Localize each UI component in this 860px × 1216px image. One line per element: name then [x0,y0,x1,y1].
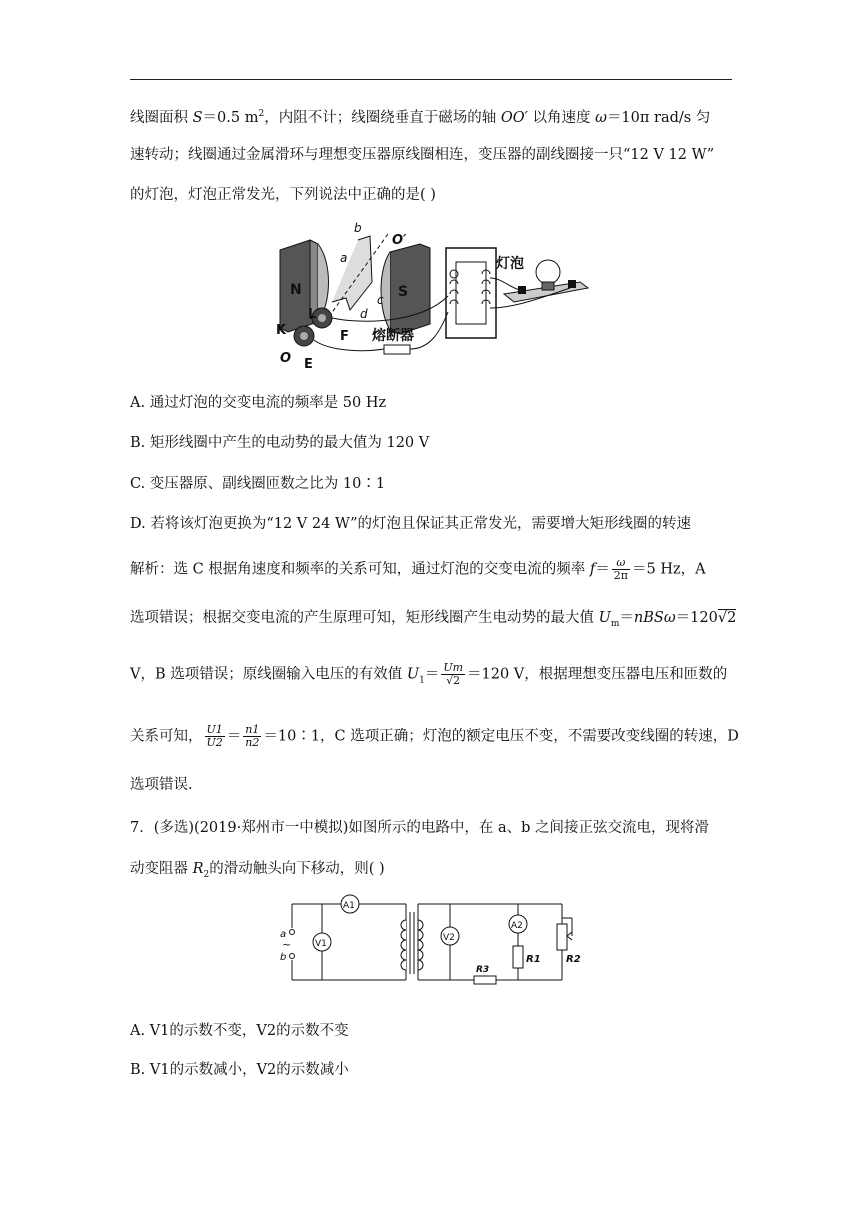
resistor-r3 [474,976,496,984]
svg-text:F: F [340,329,349,344]
header-rule [130,79,732,80]
q6-analysis-line4: 关系可知， $\frac{U1}{U2}$ ＝ $\frac{n1}{n2}$ ＝10∶1，C 选项正确；灯泡的额定电压不变，不需要改变线圈的转速，D [130,723,739,749]
q6-option-c: C. 变压器原、副线圈匝数之比为 10∶1 [130,476,386,492]
q6-option-a: A. 通过灯泡的交变电流的频率是 50 Hz [130,395,387,411]
svg-text:V2: V2 [443,933,455,943]
svg-text:E: E [304,357,313,372]
q7-stem-line2: 动变阻器 $R_2$的滑动触头向下移动，则( ) [130,861,385,880]
svg-text:d: d [360,307,368,321]
q6-analysis-line3: V，B 选项错误；原线圈输入电压的有效值 $U_1=$ $\frac{Um}{√2}$ ＝120 V，根据理想变压器电压和匝数的 [130,661,728,687]
svg-text:V1: V1 [315,939,327,949]
svg-text:b: b [280,952,287,963]
svg-text:R3: R3 [476,965,490,975]
transformer-circuit-figure [278,892,588,992]
q6-option-b: B. 矩形线圈中产生的电动势的最大值为 120 V [130,435,430,451]
rectangular-coil [332,236,372,310]
rheostat-r2 [557,924,567,950]
q7-option-b: B. V1的示数减小，V2的示数减小 [130,1062,349,1078]
svg-text:a: a [340,251,348,265]
resistor-r1 [513,946,523,968]
svg-text:K: K [276,323,287,338]
svg-text:A1: A1 [343,901,355,911]
q6-stem-line2: 速转动；线圈通过金属滑环与理想变压器原线圈相连，变压器的副线圈接一只“12 V 12 W” [130,147,715,163]
q6-stem-line1: 线圈面积 S＝0.5 $m^2$，内阻不计；线圈绕垂直于磁场的轴 OO′ 以角速度 ω＝10π rad/s 匀 [130,109,711,126]
svg-text:b: b [354,222,362,235]
q6-analysis-line2: 选项错误；根据交变电流的产生原理可知，矩形线圈产生电动势的最大值 $U_m=nBS\omega=120√2$ [130,610,737,629]
svg-text:A2: A2 [511,921,523,931]
svg-text:O′: O′ [392,233,407,248]
q6-stem-line3: 的灯泡，灯泡正常发光，下列说法中正确的是( ) [130,187,436,203]
svg-text:R2: R2 [566,954,581,965]
fuse [384,345,410,354]
q6-option-d: D. 若将该灯泡更换为“12 V 24 W”的灯泡且保证其正常发光，需要增大矩形线圈的转速 [130,516,692,532]
q7-option-a: A. V1的示数不变，V2的示数不变 [130,1023,349,1039]
svg-text:O: O [280,351,292,366]
svg-text:灯泡: 灯泡 [496,256,524,272]
svg-text:L: L [308,307,317,322]
svg-text:a: a [280,929,287,940]
svg-text:熔断器: 熔断器 [372,328,414,344]
svg-text:~: ~ [282,938,292,951]
q6-analysis-line5: 选项错误. [130,777,193,793]
label-S: S [398,284,409,300]
bulb-icon [536,260,560,284]
generator-circuit-figure [270,222,590,374]
svg-text:R1: R1 [526,954,541,965]
q6-analysis-line1: 解析：选 C 根据角速度和频率的关系可知，通过灯泡的交变电流的频率 f＝ $\frac{\omega}{2\pi}$ ＝5 Hz，A [130,556,706,582]
q7-stem-line1: 7．(多选)(2019·郑州市一中模拟)如图所示的电路中，在 a、b 之间接正弦交流电，现将滑 [130,820,710,836]
label-N: N [290,282,302,298]
svg-text:c: c [377,293,384,307]
